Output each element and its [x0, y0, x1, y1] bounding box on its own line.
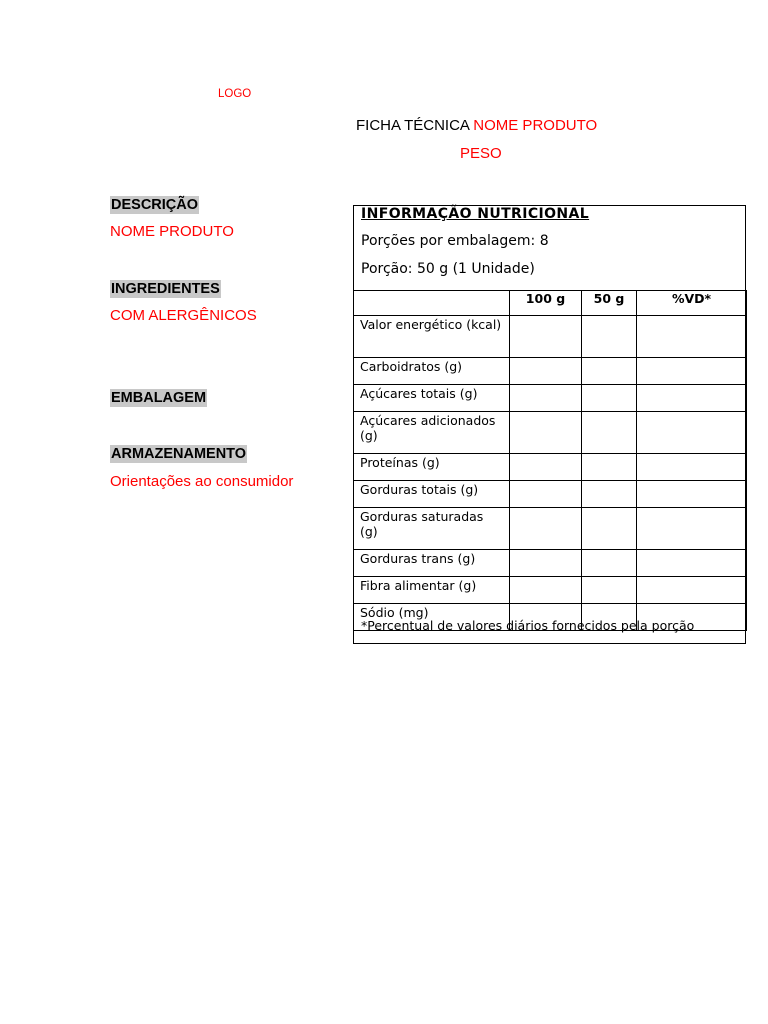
nutrient-label: Fibra alimentar (g) [354, 577, 510, 604]
value-armazenamento: Orientações ao consumidor [110, 473, 294, 490]
value-cell [637, 550, 747, 577]
value-cell [582, 454, 637, 481]
value-cell [582, 412, 637, 454]
title-prefix: FICHA TÉCNICA [356, 117, 470, 134]
nutrition-title: INFORMAÇÃO NUTRICIONAL [361, 206, 590, 222]
nutrient-label: Carboidratos (g) [354, 358, 510, 385]
value-cell [637, 481, 747, 508]
value-cell [510, 481, 582, 508]
value-cell [510, 550, 582, 577]
nutrient-label: Proteínas (g) [354, 454, 510, 481]
value-cell [637, 358, 747, 385]
portion-size: Porção: 50 g (1 Unidade) [361, 261, 535, 277]
value-cell [637, 316, 747, 358]
value-cell [510, 508, 582, 550]
value-cell [582, 550, 637, 577]
nutrient-label: Açúcares adicionados (g) [354, 412, 510, 454]
nutrition-footnote: *Percentual de valores diários fornecidos pela porção [361, 618, 695, 633]
nutrition-facts-box [353, 205, 746, 644]
heading-ingredientes: INGREDIENTES [111, 281, 220, 297]
value-ingredientes: COM ALERGÊNICOS [110, 307, 257, 324]
table-row [354, 550, 747, 577]
value-cell [582, 358, 637, 385]
portions-per-package: Porções por embalagem: 8 [361, 233, 549, 249]
table-row [354, 454, 747, 481]
table-row [354, 508, 747, 550]
nutrient-label: Gorduras trans (g) [354, 550, 510, 577]
column-header: 50 g [582, 291, 637, 316]
value-cell [582, 481, 637, 508]
value-cell [510, 454, 582, 481]
nutrient-label: Gorduras saturadas (g) [354, 508, 510, 550]
value-cell [637, 412, 747, 454]
value-cell [582, 577, 637, 604]
nutrient-label: Valor energético (kcal) [354, 316, 510, 358]
heading-embalagem: EMBALAGEM [111, 390, 207, 406]
nutrient-label: Sódio (mg) [354, 604, 510, 631]
nutrition-table [353, 290, 747, 631]
nutrient-label: Gorduras totais (g) [354, 481, 510, 508]
nutrition-header-row [354, 291, 747, 316]
logo-placeholder: LOGO [218, 88, 252, 100]
value-cell [510, 316, 582, 358]
value-cell [582, 316, 637, 358]
document-title [356, 117, 597, 134]
value-cell [637, 385, 747, 412]
heading-descricao: DESCRIÇÃO [111, 197, 199, 213]
value-cell [582, 508, 637, 550]
table-row [354, 412, 747, 454]
value-cell [510, 412, 582, 454]
value-descricao: NOME PRODUTO [110, 223, 234, 240]
nutrient-label: Açúcares totais (g) [354, 385, 510, 412]
column-header: 100 g [510, 291, 582, 316]
value-cell [637, 577, 747, 604]
value-cell [510, 577, 582, 604]
column-header: %VD* [637, 291, 747, 316]
value-cell [582, 385, 637, 412]
table-row [354, 316, 747, 358]
column-header [354, 291, 510, 316]
heading-armazenamento: ARMAZENAMENTO [111, 446, 247, 462]
value-cell [637, 508, 747, 550]
value-cell [510, 385, 582, 412]
product-name: NOME PRODUTO [473, 117, 598, 134]
table-row [354, 481, 747, 508]
value-cell [510, 358, 582, 385]
product-weight: PESO [460, 145, 502, 162]
value-cell [637, 454, 747, 481]
table-row [354, 577, 747, 604]
table-row [354, 385, 747, 412]
table-row [354, 358, 747, 385]
